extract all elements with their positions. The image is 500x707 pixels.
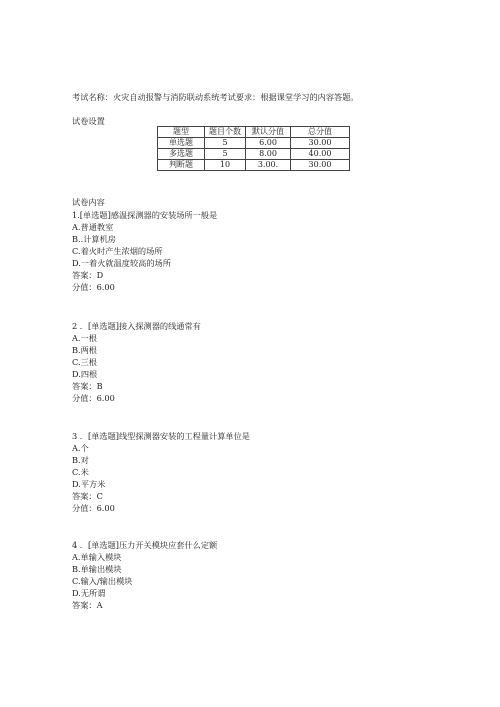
question-title: 2 ．[单选题]接入探测器的线通常有 [72,321,201,331]
header-cell: 题目个数 [205,127,246,138]
option-c: C.输入/输出模块 [72,576,133,586]
option-c: C.三根 [72,357,97,367]
settings-table [157,126,350,171]
settings-row [158,138,350,149]
option-d: D.四根 [72,369,98,379]
question-title: 1.[单选题]感温探测器的安装场所一般是 [72,210,218,220]
option-a: A.单输入模块 [72,552,122,562]
table-cell: 30.00 [291,160,350,171]
option-d: D.一着火就温度较高的场所 [72,258,171,268]
table-cell: 6.00 [246,138,291,149]
answer: 答案：D [72,270,104,280]
table-cell: 5 [205,138,246,149]
option-b: B.两根 [72,345,97,355]
answer: 答案：C [72,491,103,501]
table-cell: 40.00 [291,149,350,160]
option-d: D.平方米 [72,479,106,489]
table-cell: 3.00. [246,160,291,171]
settings-row [158,160,350,171]
table-cell: 多选题 [158,149,205,160]
score: 分值：6.00 [72,503,115,513]
table-cell: 30.00 [291,138,350,149]
question-2 [72,320,201,404]
score: 分值：6.00 [72,282,115,292]
header-cell: 默认分值 [246,127,291,138]
exam-intro: 考试名称：火灾自动报警与消防联动系统考试要求：根据课堂学习的内容答题。 [72,92,359,102]
table-cell: 单选题 [158,138,205,149]
settings-title: 试卷设置 [72,116,105,126]
question-1 [72,209,217,293]
header-cell: 题型 [158,127,205,138]
settings-row [158,149,350,160]
question-4 [72,539,217,611]
score: 分值：6.00 [72,393,115,403]
table-cell: 5 [205,149,246,160]
content-title: 试卷内容 [72,197,105,207]
question-3 [72,430,250,514]
table-cell: 10 [205,160,246,171]
option-c: C.着火时产生浓烟的场所 [72,246,163,256]
table-cell: 8.00 [246,149,291,160]
option-a: A.普通教室 [72,222,114,232]
header-cell: 总分值 [291,127,350,138]
option-a: A.个 [72,443,89,453]
question-title: 3 ．[单选题]线型探测器安装的工程量计算单位是 [72,431,250,441]
option-b: B.单输出模块 [72,564,122,574]
option-d: D.无所谓 [72,588,106,598]
option-a: A.一根 [72,333,97,343]
answer: 答案：A [72,600,103,610]
option-b: B..计算机房 [72,234,116,244]
table-cell: 判断题 [158,160,205,171]
option-c: C.米 [72,467,89,477]
answer: 答案：B [72,381,103,391]
option-b: B.对 [72,455,89,465]
settings-header-row [158,127,350,138]
question-title: 4 ．[单选题]压力开关模块应套什么定额 [72,540,218,550]
